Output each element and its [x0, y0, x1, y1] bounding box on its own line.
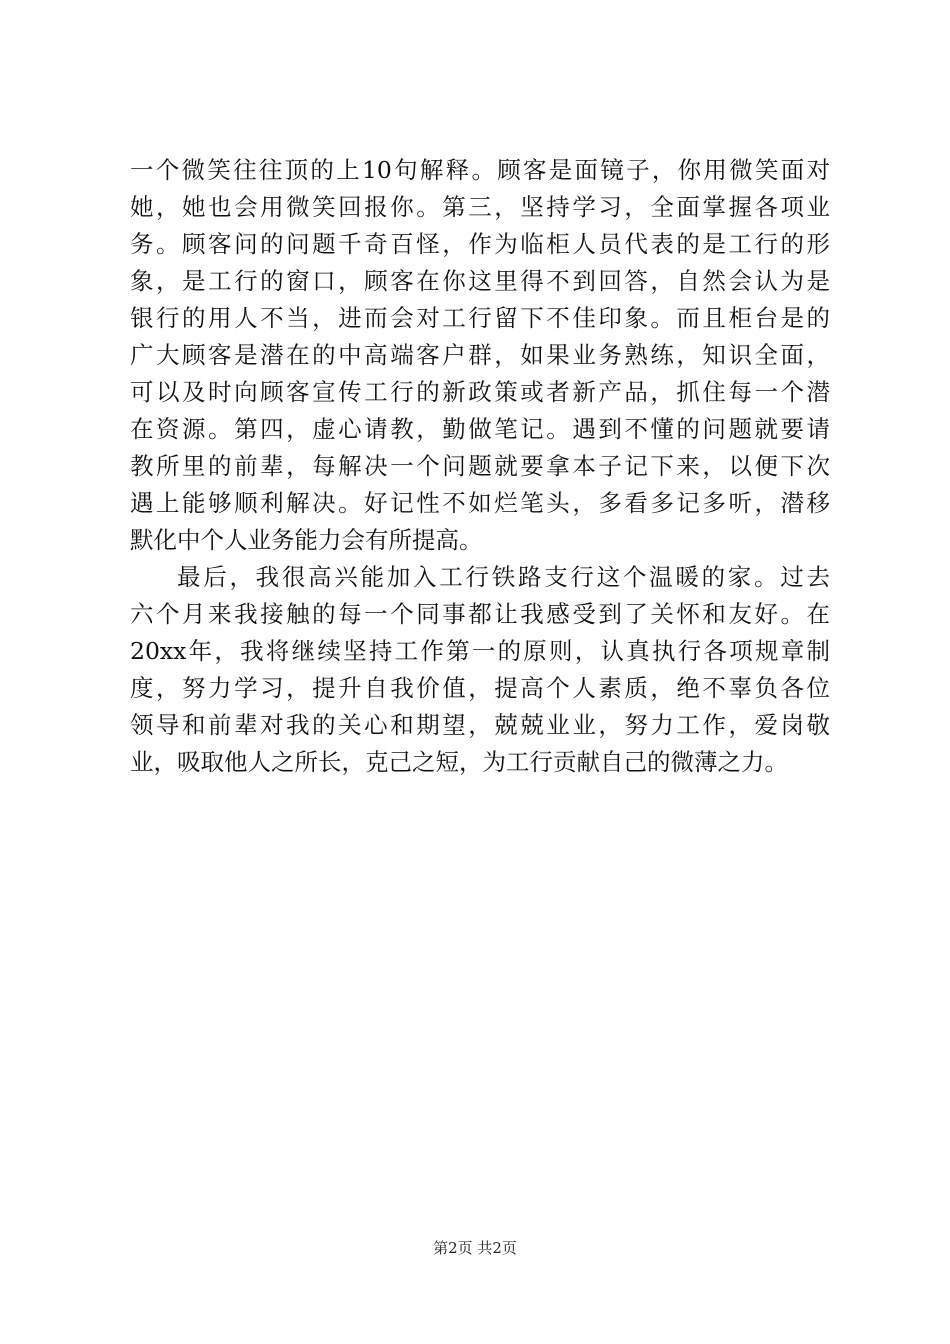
text-line: 教所里的前辈，每解决一个问题就要拿本子记下来，以便下次 — [130, 452, 830, 480]
text-line: 银行的用人不当，进而会对工行留下不佳印象。而且柜台是的 — [130, 304, 830, 332]
text-line: 遇上能够顺利解决。好记性不如烂笔头，多看多记多听，潜移 — [130, 489, 830, 517]
page-number-footer: 第2页 共2页 — [433, 1239, 517, 1257]
text-line: 领导和前辈对我的关心和期望，兢兢业业，努力工作，爱岗敬 — [130, 711, 830, 739]
text-line: 最后，我很高兴能加入工行铁路支行这个温暖的家。过去 — [177, 563, 830, 591]
text-line: 务。顾客问的问题千奇百怪，作为临柜人员代表的是工行的形 — [130, 230, 830, 258]
text-line: 业，吸取他人之所长，克己之短，为工行贡献自己的微薄之力。 — [130, 748, 788, 776]
text-line: 在资源。第四，虚心请教，勤做笔记。遇到不懂的问题就要请 — [130, 415, 830, 443]
text-line: 默化中个人业务能力会有所提高。 — [130, 526, 483, 554]
text-line: 20xx年，我将继续坚持工作第一的原则，认真执行各项规章制 — [130, 637, 830, 665]
text-line: 她，她也会用微笑回报你。第三，坚持学习，全面掌握各项业 — [130, 193, 830, 221]
document-body — [130, 152, 830, 781]
text-line: 一个微笑往往顶的上10句解释。顾客是面镜子，你用微笑面对 — [130, 156, 830, 184]
text-line: 广大顾客是潜在的中高端客户群，如果业务熟练，知识全面， — [130, 341, 830, 369]
text-line: 六个月来我接触的每一个同事都让我感受到了关怀和友好。在 — [130, 600, 830, 628]
text-line: 可以及时向顾客宣传工行的新政策或者新产品，抓住每一个潜 — [130, 378, 830, 406]
text-line: 象，是工行的窗口，顾客在你这里得不到回答，自然会认为是 — [130, 267, 830, 295]
text-line: 度，努力学习，提升自我价值，提高个人素质，绝不辜负各位 — [130, 674, 830, 702]
